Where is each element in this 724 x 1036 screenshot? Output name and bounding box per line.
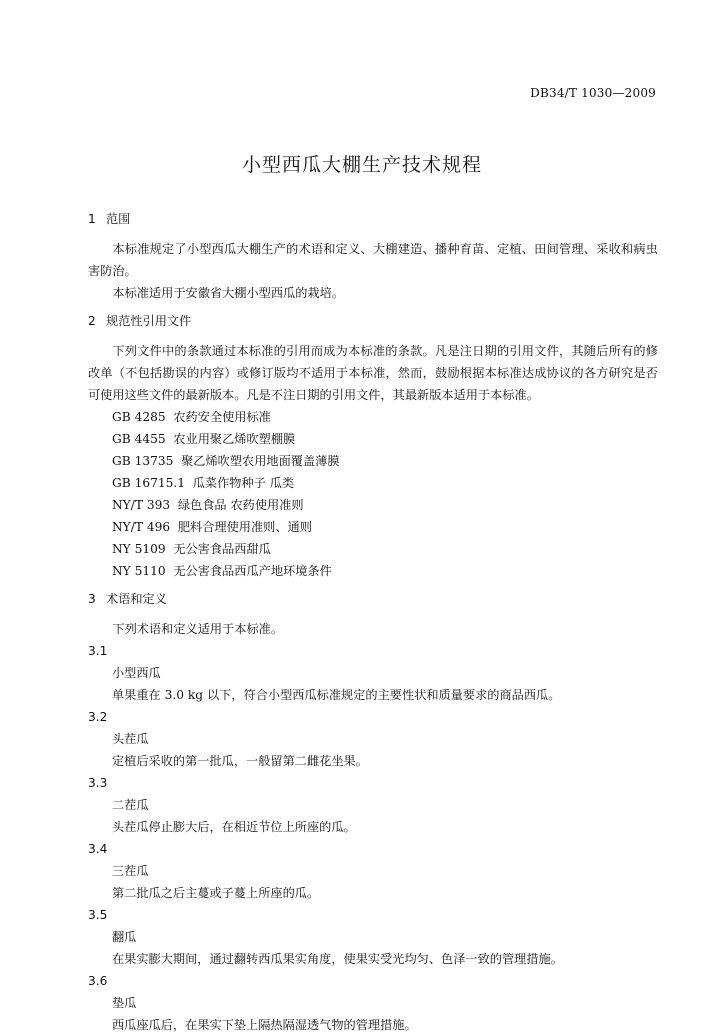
reference-code: NY 5110 [112, 564, 166, 578]
term-name: 三茬瓜 [112, 864, 149, 878]
reference-code: GB 4285 [112, 410, 166, 424]
reference-item [88, 450, 658, 472]
reference-name: 聚乙烯吹塑农用地面覆盖薄膜 [181, 454, 340, 468]
term-name: 小型西瓜 [112, 666, 161, 680]
section-heading [88, 310, 658, 332]
reference-item [88, 472, 658, 494]
section-number: 1 [88, 212, 96, 226]
reference-name: 农业用聚乙烯吹塑棚膜 [173, 432, 296, 446]
term-name: 二茬瓜 [112, 798, 149, 812]
reference-item [88, 516, 658, 538]
reference-code: NY/T 393 [112, 498, 171, 512]
paragraph: 下列术语和定义适用于本标准。 [112, 622, 284, 636]
reference-code: NY/T 496 [112, 520, 171, 534]
term-name: 头茬瓜 [112, 732, 149, 746]
reference-item [88, 538, 658, 560]
section-title: 术语和定义 [106, 592, 167, 606]
reference-code: GB 16715.1 [112, 476, 185, 490]
term-definition: 在果实膨大期间，通过翻转西瓜果实角度，使果实受光均匀、色泽一致的管理措施。 [112, 952, 563, 966]
reference-item [88, 560, 658, 582]
term-number: 3.3 [88, 776, 108, 790]
reference-item [88, 406, 658, 428]
term-number: 3.6 [88, 974, 108, 988]
section-heading [88, 588, 658, 610]
term-number: 3.1 [88, 644, 108, 658]
reference-name: 无公害食品西瓜产地环境条件 [173, 564, 332, 578]
section-heading [88, 208, 658, 230]
section-number: 2 [88, 314, 96, 328]
reference-item [88, 428, 658, 450]
term-definition: 定植后采收的第一批瓜，一般留第二雌花坐果。 [112, 754, 368, 768]
section-title: 规范性引用文件 [106, 314, 192, 328]
term-name: 翻瓜 [112, 930, 137, 944]
term-definition: 单果重在 3.0 kg 以下，符合小型西瓜标准规定的主要性状和质量要求的商品西瓜。 [112, 688, 561, 702]
paragraph: 本标准适用于安徽省大棚小型西瓜的栽培。 [112, 286, 344, 300]
document-title: 小型西瓜大棚生产技术规程 [241, 154, 482, 176]
reference-code: NY 5109 [112, 542, 166, 556]
reference-code: GB 13735 [112, 454, 174, 468]
term-definition: 头茬瓜停止膨大后，在相近节位上所座的瓜。 [112, 820, 356, 834]
term-number: 3.5 [88, 908, 108, 922]
standard-code: DB34/T 1030—2009 [530, 86, 656, 100]
term-definition: 西瓜座瓜后，在果实下垫上隔热隔湿透气物的管理措施。 [112, 1018, 417, 1032]
term-name: 垫瓜 [112, 996, 137, 1010]
reference-item [88, 494, 658, 516]
reference-code: GB 4455 [112, 432, 166, 446]
reference-name: 肥料合理使用准则、通则 [177, 520, 312, 534]
term-number: 3.2 [88, 710, 108, 724]
paragraph: 下列文件中的条款通过本标准的引用而成为本标准的条款。凡是注日期的引用文件，其随后所有的修改单（不包括勘误的内容）或修订版均不适用于本标准，然而，鼓励根据本标准达成协议的各方研究是否可使用这些文件的最新版本。凡是不注日期的引用文件，其最新版本适用于本标准。 [88, 344, 658, 402]
section-title: 范围 [106, 212, 131, 226]
reference-name: 绿色食品 农药使用准则 [177, 498, 304, 512]
term-number: 3.4 [88, 842, 108, 856]
term-definition: 第二批瓜之后主蔓或子蔓上所座的瓜。 [112, 886, 320, 900]
reference-name: 农药安全使用标准 [173, 410, 271, 424]
paragraph: 本标准规定了小型西瓜大棚生产的术语和定义、大棚建造、播种育苗、定植、田间管理、采收和病虫害防治。 [88, 242, 658, 278]
section-number: 3 [88, 592, 96, 606]
reference-name: 瓜菜作物种子 瓜类 [192, 476, 295, 490]
reference-name: 无公害食品西甜瓜 [173, 542, 271, 556]
document-body [88, 208, 658, 1036]
